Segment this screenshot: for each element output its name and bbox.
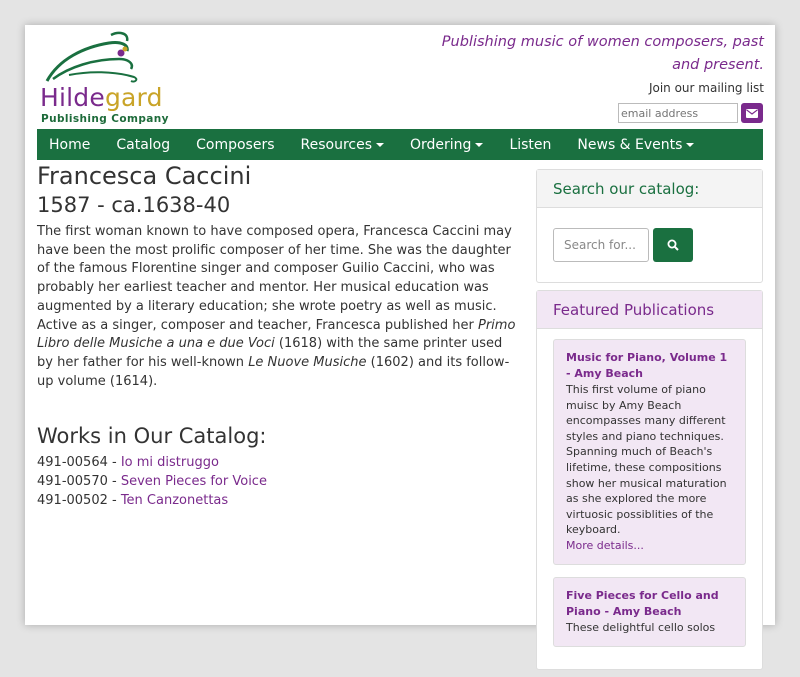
featured-item-desc: These delightful cello solos — [566, 620, 716, 634]
nav-news-events[interactable] — [565, 129, 708, 160]
site-tagline: Publishing music of women composers, past and present. — [441, 34, 764, 73]
nav-ordering[interactable] — [398, 129, 497, 160]
work-item: 491-00502 - Ten Canzonettas — [37, 493, 229, 509]
work-code: 491-00570 — [37, 474, 108, 490]
composer-bio — [37, 223, 517, 391]
catalog-search-input[interactable]: Search for... — [553, 228, 649, 262]
logo-wordmark — [40, 83, 163, 112]
main-navbar — [37, 129, 763, 160]
logo-swirl-icon — [39, 29, 159, 85]
hildegard-logo[interactable] — [39, 29, 169, 125]
caret-down-icon — [686, 143, 694, 147]
work-item: 491-00570 - Seven Pieces for Voice — [37, 474, 267, 490]
envelope-icon — [746, 109, 758, 118]
bio-text: (1602) and its follow-up volume (1614). — [37, 354, 510, 389]
search-panel-heading: Search our catalog: — [537, 170, 762, 208]
composer-dates: 1587 - ca.1638-40 — [37, 193, 231, 217]
logo-wordmark-accent: gard — [104, 83, 163, 112]
logo-wordmark-main: Hilde — [40, 83, 105, 112]
email-input[interactable] — [618, 103, 738, 123]
work-code: 491-00502 — [37, 493, 108, 509]
sidebar — [536, 169, 763, 677]
nav-listen-label: Listen — [509, 136, 552, 153]
bio-work-title: Le Nuove Musiche — [248, 354, 367, 370]
search-panel-body — [537, 208, 762, 282]
composer-name: Francesca Caccini — [37, 162, 252, 190]
work-item: 491-00564 - Io mi distruggo — [37, 455, 219, 471]
bio-text: The first woman known to have composed opera, Francesca Caccini may have been the most prolific composer of her time. She was the daughter of the famous Florentine singer and composer Guilio Caccini, who was probably her earliest teacher and mentor. Her musical education was augmented by a literary education; she wrote poetry as well as music. Active as a singer, composer and teacher, Francesca published her — [37, 224, 512, 333]
search-form — [553, 218, 746, 272]
page-container — [25, 25, 775, 634]
featured-panel — [536, 290, 763, 670]
nav-news-events-label: News & Events — [577, 136, 683, 153]
logo-subtitle: Publishing Company — [41, 113, 169, 125]
nav-resources-label: Resources — [300, 136, 372, 153]
mailing-submit-button[interactable] — [741, 103, 763, 123]
main-content — [37, 161, 517, 510]
work-link[interactable]: Io mi distruggo — [120, 455, 219, 471]
featured-panel-heading: Featured Publications — [537, 291, 762, 329]
bio-work-title: Primo Libro delle Musiche a una e due Voci — [37, 317, 516, 352]
nav-catalog-label: Catalog — [116, 136, 171, 153]
work-link[interactable]: Ten Canzonettas — [120, 493, 229, 509]
nav-home[interactable] — [37, 129, 104, 160]
featured-item — [553, 577, 746, 647]
nav-catalog[interactable] — [104, 129, 184, 160]
search-panel — [536, 169, 763, 283]
bio-text: (1618) with the same printer used by her father for his well-known — [37, 336, 503, 370]
featured-item-title[interactable]: Five Pieces for Cello and Piano - Amy Beach — [566, 588, 719, 618]
work-code: 491-00564 — [37, 455, 108, 471]
nav-resources[interactable] — [289, 129, 399, 160]
work-link[interactable]: Seven Pieces for Voice — [120, 474, 267, 490]
catalog-search-button[interactable] — [653, 228, 693, 262]
nav-composers[interactable] — [184, 129, 288, 160]
featured-panel-body — [537, 329, 762, 669]
mailing-list-label: Join our mailing list — [648, 81, 764, 95]
nav-composers-label: Composers — [196, 136, 275, 153]
nav-home-label: Home — [49, 136, 91, 153]
featured-item-desc: This first volume of piano muisc by Amy Beach encompasses many different styles and piano techniques. Spanning much of Beach's lifetime, these compositions show her musical maturation as she explored the more virtuosic possiblities of the keyboard. — [566, 383, 727, 537]
featured-item — [553, 339, 746, 565]
caret-down-icon — [475, 143, 483, 147]
caret-down-icon — [376, 143, 384, 147]
works-heading: Works in Our Catalog: — [37, 424, 267, 449]
featured-item-more-link[interactable]: More details... — [566, 538, 644, 552]
featured-item-title[interactable]: Music for Piano, Volume 1 - Amy Beach — [566, 351, 728, 380]
nav-ordering-label: Ordering — [410, 136, 472, 153]
nav-listen[interactable] — [497, 129, 565, 160]
search-icon — [667, 239, 679, 251]
